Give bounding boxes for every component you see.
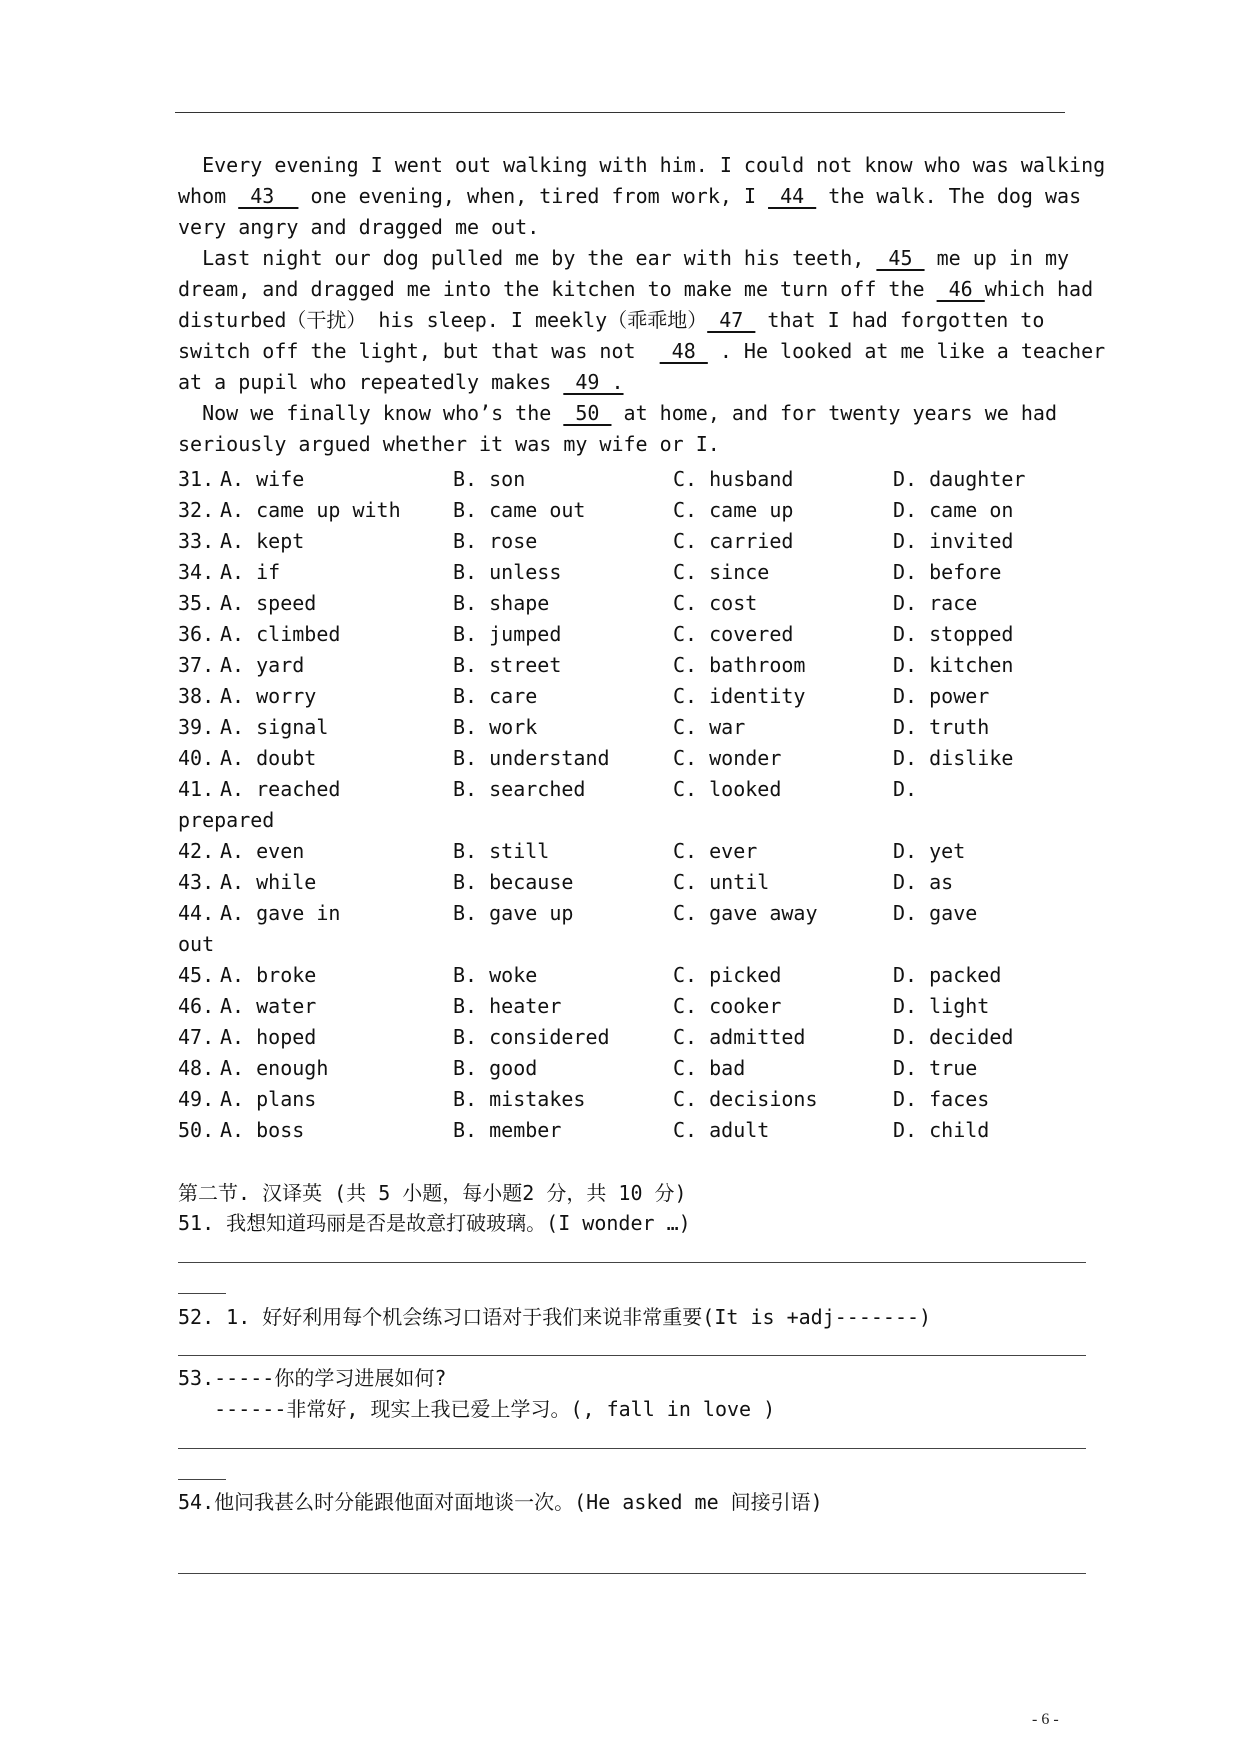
passage-text: me up in my (924, 246, 1070, 270)
answer-line-54[interactable] (178, 1573, 1086, 1574)
option-c[interactable]: C. bathroom (673, 653, 806, 677)
passage-line (178, 150, 1106, 181)
option-a[interactable]: A. broke (220, 963, 317, 987)
option-a[interactable]: A. signal (220, 715, 329, 739)
option-b[interactable]: B. considered (453, 1025, 610, 1049)
option-a[interactable]: A. reached (220, 777, 341, 801)
option-c[interactable]: C. adult (673, 1118, 770, 1142)
option-d[interactable]: D. gave (893, 901, 978, 925)
option-c[interactable]: C. cooker (673, 994, 782, 1018)
passage-text: at a pupil who repeatedly makes (178, 370, 564, 394)
passage-text: the walk. The dog was (816, 184, 1082, 208)
option-a[interactable]: A. climbed (220, 622, 341, 646)
option-d[interactable]: D. true (893, 1056, 978, 1080)
option-row (178, 1084, 1078, 1115)
option-row (178, 588, 1078, 619)
option-a[interactable]: A. while (220, 870, 317, 894)
question-number: 31. (178, 467, 215, 491)
option-a[interactable]: A. water (220, 994, 317, 1018)
option-a[interactable]: A. even (220, 839, 305, 863)
option-c[interactable]: C. identity (673, 684, 806, 708)
option-c[interactable]: C. decisions (673, 1087, 818, 1111)
option-row (178, 867, 1078, 898)
option-b[interactable]: B. woke (453, 963, 538, 987)
option-d-continued: out (178, 932, 215, 956)
option-row (178, 650, 1078, 681)
page-number: - 6 - (1032, 1711, 1059, 1728)
option-row (178, 681, 1078, 712)
option-row (178, 1115, 1078, 1146)
option-wrap (178, 805, 1078, 836)
question-number: 38. (178, 684, 215, 708)
option-b[interactable]: B. shape (453, 591, 550, 615)
question-number: 48. (178, 1056, 215, 1080)
option-b[interactable]: B. care (453, 684, 538, 708)
question-52: 52. 1. 好好利用每个机会练习口语对于我们来说非常重要(It is +adj-------) (178, 1305, 932, 1329)
option-d[interactable]: D. yet (893, 839, 966, 863)
option-row (178, 1053, 1078, 1084)
question-number: 34. (178, 560, 215, 584)
question-number: 36. (178, 622, 215, 646)
question-number: 44. (178, 901, 215, 925)
option-a[interactable]: A. gave in (220, 901, 341, 925)
option-d[interactable]: D. stopped (893, 622, 1014, 646)
answer-line-51[interactable] (178, 1262, 1086, 1263)
question-number: 47. (178, 1025, 215, 1049)
option-row (178, 495, 1078, 526)
option-d[interactable]: D. power (893, 684, 990, 708)
answer-line-53-continuation (178, 1479, 226, 1480)
option-d[interactable]: D. daughter (893, 467, 1026, 491)
option-b[interactable]: B. unless (453, 560, 562, 584)
blank-number: 49 . (563, 370, 624, 394)
option-c[interactable]: C. bad (673, 1056, 746, 1080)
cloze-passage (178, 150, 1106, 460)
question-number: 49. (178, 1087, 215, 1111)
options-list (178, 464, 1078, 1146)
passage-line (178, 212, 1078, 243)
option-a[interactable]: A. if (220, 560, 281, 584)
option-b[interactable]: B. work (453, 715, 538, 739)
passage-line (178, 305, 1078, 336)
option-b[interactable]: B. good (453, 1056, 538, 1080)
option-a[interactable]: A. speed (220, 591, 317, 615)
option-d[interactable]: D. packed (893, 963, 1002, 987)
option-a[interactable]: A. wife (220, 467, 305, 491)
option-row (178, 991, 1078, 1022)
passage-text: which had (984, 277, 1094, 301)
option-c[interactable]: C. covered (673, 622, 794, 646)
option-row (178, 464, 1078, 495)
option-a[interactable]: A. hoped (220, 1025, 317, 1049)
option-d[interactable]: D. light (893, 994, 990, 1018)
question-number: 32. (178, 498, 215, 522)
option-b[interactable]: B. rose (453, 529, 538, 553)
option-row (178, 836, 1078, 867)
option-a[interactable]: A. yard (220, 653, 305, 677)
option-b[interactable]: B. understand (453, 746, 610, 770)
option-row (178, 960, 1078, 991)
section-heading: 第二节. 汉译英 (共 5 小题，每小题2 分，共 10 分) (178, 1181, 687, 1205)
question-number: 40. (178, 746, 215, 770)
blank-number: 44 (768, 184, 817, 208)
option-a[interactable]: A. doubt (220, 746, 317, 770)
option-d[interactable]: D. decided (893, 1025, 1014, 1049)
question-number: 39. (178, 715, 215, 739)
question-number: 45. (178, 963, 215, 987)
option-a[interactable]: A. boss (220, 1118, 305, 1142)
option-c[interactable]: C. since (673, 560, 770, 584)
answer-line-53[interactable] (178, 1448, 1086, 1449)
option-c[interactable]: C. looked (673, 777, 782, 801)
option-c[interactable]: C. ever (673, 839, 758, 863)
passage-text: whom (178, 184, 239, 208)
question-number: 33. (178, 529, 215, 553)
option-b[interactable]: B. member (453, 1118, 562, 1142)
option-c[interactable]: C. until (673, 870, 770, 894)
option-a[interactable]: A. came up with (220, 498, 401, 522)
option-c[interactable]: C. came up (673, 498, 794, 522)
option-b[interactable]: B. still (453, 839, 550, 863)
answer-line-52[interactable] (178, 1355, 1086, 1356)
option-b[interactable]: B. son (453, 467, 526, 491)
blank-number: 43_ (238, 184, 299, 208)
passage-text: Last night our dog pulled me by the ear with his teeth, (178, 246, 877, 270)
passage-text: . He looked at me like a teacher (707, 339, 1106, 363)
passage-text: that I had forgotten to (755, 308, 1045, 332)
option-wrap (178, 929, 1078, 960)
option-d[interactable]: D. came on (893, 498, 1014, 522)
passage-line (178, 367, 1078, 398)
blank-number: 48 (659, 339, 708, 363)
question-number: 46. (178, 994, 215, 1018)
option-row (178, 557, 1078, 588)
header-rule (175, 112, 1065, 113)
question-number: 35. (178, 591, 215, 615)
passage-line (178, 243, 1078, 274)
option-row (178, 526, 1078, 557)
option-b[interactable]: B. jumped (453, 622, 562, 646)
question-51: 51. 我想知道玛丽是否是故意打破玻璃。(I wonder …) (178, 1211, 691, 1235)
option-c[interactable]: C. war (673, 715, 746, 739)
passage-text: disturbed（干扰） his sleep. I meekly（乖乖地） (178, 308, 708, 332)
passage-text: one evening, when, tired from work, I (298, 184, 769, 208)
question-53-answer: ------非常好, 现实上我已爱上学习。(, fall in love ) (178, 1397, 776, 1421)
answer-line-51-continuation (178, 1293, 226, 1294)
option-c[interactable]: C. wonder (673, 746, 782, 770)
option-a[interactable]: A. enough (220, 1056, 329, 1080)
passage-text: very angry and dragged me out. (178, 215, 540, 239)
option-d[interactable]: D. invited (893, 529, 1014, 553)
option-a[interactable]: A. kept (220, 529, 305, 553)
option-b[interactable]: B. street (453, 653, 562, 677)
option-a[interactable]: A. worry (220, 684, 317, 708)
option-row (178, 1022, 1078, 1053)
option-d-continued: prepared (178, 808, 275, 832)
option-c[interactable]: C. gave away (673, 901, 818, 925)
option-row (178, 743, 1078, 774)
passage-text: seriously argued whether it was my wife or I. (178, 432, 720, 456)
blank-number: 45 (876, 246, 925, 270)
option-b[interactable]: B. heater (453, 994, 562, 1018)
question-number: 50. (178, 1118, 215, 1142)
blank-number: 46 (936, 277, 985, 301)
option-c[interactable]: C. admitted (673, 1025, 806, 1049)
option-d[interactable]: D. dislike (893, 746, 1014, 770)
blank-number: 47 (707, 308, 756, 332)
option-row (178, 712, 1078, 743)
passage-text: Every evening I went out walking with him. I could not know who was walking (178, 153, 1106, 177)
option-c[interactable]: C. husband (673, 467, 794, 491)
option-c[interactable]: C. carried (673, 529, 794, 553)
option-d[interactable]: D. as (893, 870, 954, 894)
question-54: 54.他问我甚么时分能跟他面对面地谈一次。(He asked me 间接引语) (178, 1490, 823, 1514)
option-d[interactable]: D. (893, 777, 918, 801)
question-number: 42. (178, 839, 215, 863)
passage-text: switch off the light, but that was not (178, 339, 660, 363)
question-number: 43. (178, 870, 215, 894)
option-row (178, 898, 1078, 929)
option-b[interactable]: B. searched (453, 777, 586, 801)
passage-line (178, 429, 1078, 460)
option-d[interactable]: D. race (893, 591, 978, 615)
option-d[interactable]: D. faces (893, 1087, 990, 1111)
option-b[interactable]: B. came out (453, 498, 586, 522)
passage-text: at home, and for twenty years we had (611, 401, 1058, 425)
passage-text: dream, and dragged me into the kitchen to make me turn off the (178, 277, 937, 301)
question-number: 37. (178, 653, 215, 677)
option-b[interactable]: B. gave up (453, 901, 574, 925)
option-row (178, 774, 1078, 805)
passage-line (178, 274, 1094, 305)
passage-line (178, 398, 1078, 429)
option-d[interactable]: D. truth (893, 715, 990, 739)
option-a[interactable]: A. plans (220, 1087, 317, 1111)
option-c[interactable]: C. cost (673, 591, 758, 615)
option-b[interactable]: B. mistakes (453, 1087, 586, 1111)
option-b[interactable]: B. because (453, 870, 574, 894)
blank-number: 50 (563, 401, 612, 425)
passage-text: Now we finally know who’s the (178, 401, 564, 425)
passage-line (178, 336, 1106, 367)
option-c[interactable]: C. picked (673, 963, 782, 987)
option-d[interactable]: D. child (893, 1118, 990, 1142)
question-53: 53.-----你的学习进展如何? (178, 1366, 447, 1390)
passage-line (178, 181, 1082, 212)
option-row (178, 619, 1078, 650)
option-d[interactable]: D. before (893, 560, 1002, 584)
question-number: 41. (178, 777, 215, 801)
option-d[interactable]: D. kitchen (893, 653, 1014, 677)
